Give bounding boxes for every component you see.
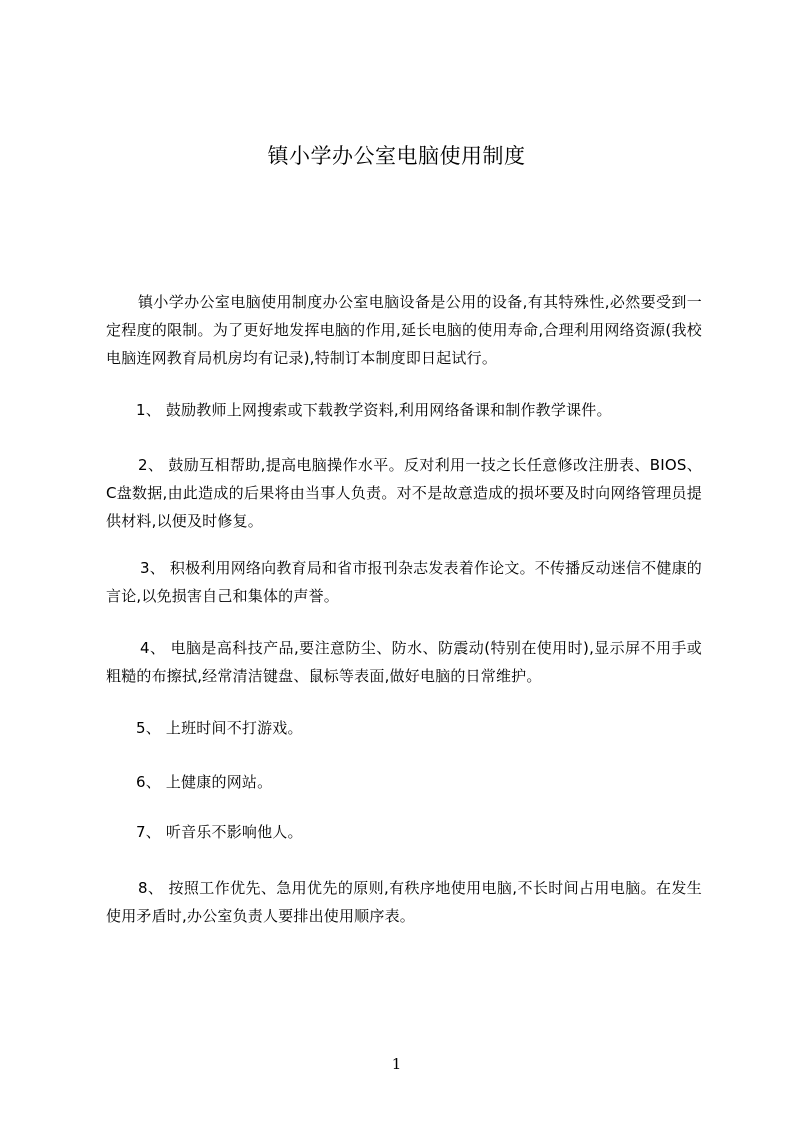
rule-3: 3、 积极利用网络向教育局和省市报刊杂志发表着作论文。不传播反动迷信不健康的言论,以免损害自己和集体的声誉。 [106, 559, 702, 605]
rule-7: 7、 听音乐不影响他人。 [136, 823, 303, 841]
intro-paragraph: 镇小学办公室电脑使用制度办公室电脑设备是公用的设备,有其特殊性,必然要受到一定程度的限制。为了更好地发挥电脑的作用,延长电脑的使用寿命,合理利用网络资源(我校电脑连网教育局机房均有记录),特制订本制度即日起试行。 [106, 293, 702, 367]
rule-5: 5、 上班时间不打游戏。 [136, 719, 303, 737]
document-title: 镇小学办公室电脑使用制度 [267, 144, 526, 168]
rule-1: 1、 鼓励教师上网搜索或下载教学资料,利用网络备课和制作教学课件。 [136, 401, 612, 419]
page-number: 1 [391, 1055, 402, 1073]
rule-6: 6、 上健康的网站。 [136, 773, 273, 791]
rule-2: 2、 鼓励互相帮助,提高电脑操作水平。反对利用一技之长任意修改注册表、BIOS、C盘数据,由此造成的后果将由当事人负责。对不是故意造成的损坏要及时向网络管理员提供材料,以便及时修复。 [106, 456, 702, 530]
rule-4: 4、 电脑是高科技产品,要注意防尘、防水、防震动(特别在使用时),显示屏不用手或粗糙的布擦拭,经常清洁键盘、鼠标等表面,做好电脑的日常维护。 [106, 639, 702, 685]
rule-8: 8、 按照工作优先、急用优先的原则,有秩序地使用电脑,不长时间占用电脑。在发生使用矛盾时,办公室负责人要排出使用顺序表。 [106, 879, 702, 925]
